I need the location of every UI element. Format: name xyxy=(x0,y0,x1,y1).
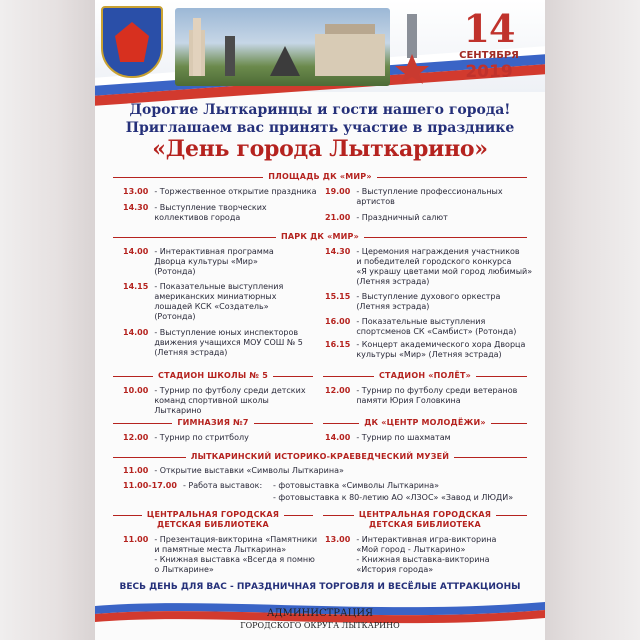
section-heading-gymnasium: ГИМНАЗИЯ №7 xyxy=(113,418,313,427)
coat-of-arms-emblem xyxy=(115,22,149,62)
admin-line-1: АДМИНИСТРАЦИЯ xyxy=(266,608,374,619)
schedule-row: 14.15 - Показательные выступления американских миниатюрных лошадей КСК «Создатель» (Ротонда) xyxy=(123,282,284,321)
schedule-row: 10.00 - Турнир по футболу среди детских команд спортивной школы Лыткарино xyxy=(123,386,306,415)
palace-roof xyxy=(325,24,375,34)
schedule-row: 13.00 - Интерактивная игра-викторина «Мой город - Лыткарино» - Книжная выставка-викторина «История города» xyxy=(325,535,497,574)
palace-building xyxy=(315,34,385,76)
schedule-row: 21.00 - Праздничный салют xyxy=(325,213,448,222)
schedule-row: 14.00 - Выступление юных инспекторов движения учащихся МОУ СОШ № 5 (Летняя эстрада) xyxy=(123,328,303,357)
poster xyxy=(95,0,545,640)
event-title: «День города Лыткарино» xyxy=(152,136,488,162)
schedule-row: 15.15 - Выступление духового оркестра (Летняя эстрада) xyxy=(325,292,501,311)
schedule-row: 12.00 - Турнир по футболу среди ветеранов памяти Юрия Головкина xyxy=(325,386,518,405)
section-heading-stadium-school: СТАДИОН ШКОЛЫ № 5 xyxy=(113,371,313,380)
schedule-row: 11.00-17.00 - Работа выставок: xyxy=(123,481,263,490)
schedule-row: 12.00 - Турнир по стритболу xyxy=(123,433,249,442)
section-heading-dk-mir: ПЛОЩАДЬ ДК «МИР» xyxy=(113,172,527,181)
section-heading-youth-center: ДК «ЦЕНТР МОЛОДЁЖИ» xyxy=(323,418,527,427)
star-monument-icon xyxy=(395,14,429,84)
statue xyxy=(225,36,235,76)
exhibit-item: - фотовыставка к 80-летию АО «ЛЗОС» «Завод и ЛЮДИ» xyxy=(273,493,514,502)
section-heading-library-left: ЦЕНТРАЛЬНАЯ ГОРОДСКАЯ ДЕТСКАЯ БИБЛИОТЕКА xyxy=(113,510,313,530)
schedule-row: 14.30 - Церемония награждения участников и победителей городского конкурса «Я украшу цветами мой город любимый» (Летняя эстрада) xyxy=(325,247,533,286)
city-landmarks-photo xyxy=(175,8,390,86)
event-date xyxy=(449,6,529,82)
section-heading-library-right: ЦЕНТРАЛЬНАЯ ГОРОДСКАЯ ДЕТСКАЯ БИБЛИОТЕКА xyxy=(323,510,527,530)
city-coat-of-arms xyxy=(101,6,163,78)
all-day-announcement: ВЕСЬ ДЕНЬ ДЛЯ ВАС - ПРАЗДНИЧНАЯ ТОРГОВЛЯ И ВЕСЁЛЫЕ АТТРАКЦИОНЫ xyxy=(119,582,521,592)
background-blur-right xyxy=(540,0,640,640)
schedule-row: 11.00 - Открытие выставки «Символы Лыткарина» xyxy=(123,466,344,475)
schedule-row: 11.00 - Презентация-викторина «Памятники и памятные места Лыткарина» - Книжная выставка «Всегда я помню о Лыткарине» xyxy=(123,535,318,574)
date-day: 14 xyxy=(463,6,515,51)
header-banner xyxy=(95,0,545,92)
date-month: СЕНТЯБРЯ xyxy=(459,50,519,61)
schedule-row: 16.15 - Концерт академического хора Дворца культуры «Мир» (Летняя эстрада) xyxy=(325,340,526,359)
schedule-row: 19.00 - Выступление профессиональных артистов xyxy=(325,187,503,206)
schedule-row: 14.00 - Турнир по шахматам xyxy=(325,433,451,442)
date-year: 2019 xyxy=(465,62,513,82)
greeting-line-1: Дорогие Лыткаринцы и гости нашего города! xyxy=(129,102,511,118)
section-heading-museum: ЛЫТКАРИНСКИЙ ИСТОРИКО-КРАЕВЕДЧЕСКИЙ МУЗЕЙ xyxy=(113,452,527,461)
background-blur-left xyxy=(0,0,95,640)
exhibit-item: - фотовыставка «Символы Лыткарина» xyxy=(273,481,440,490)
schedule-row: 14.00 - Интерактивная программа Дворца культуры «Мир» (Ротонда) xyxy=(123,247,274,276)
monument-sculpture xyxy=(270,46,300,76)
church-spire xyxy=(193,18,201,76)
schedule-row: 13.00 - Торжественное открытие праздника xyxy=(123,187,317,196)
schedule-row: 14.30 - Выступление творческих коллективов города xyxy=(123,203,267,222)
section-heading-park: ПАРК ДК «МИР» xyxy=(113,232,527,241)
schedule-row: 16.00 - Показательные выступления спортсменов СК «Самбист» (Ротонда) xyxy=(325,317,517,336)
admin-line-2: ГОРОДСКОГО ОКРУГА ЛЫТКАРИНО xyxy=(240,621,400,630)
section-heading-stadium-polet: СТАДИОН «ПОЛЁТ» xyxy=(323,371,527,380)
greeting-line-2: Приглашаем вас принять участие в празднике xyxy=(125,120,515,136)
